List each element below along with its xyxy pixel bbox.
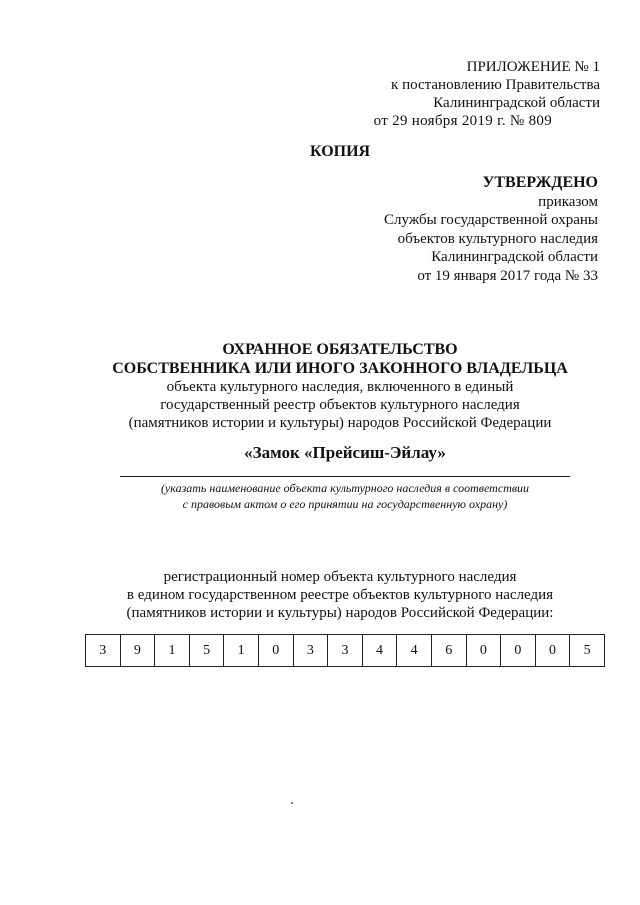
approved-line: Службы государственной охраны [384, 212, 598, 228]
registration-digit-cell: 6 [431, 635, 466, 667]
registration-digit-cell: 5 [570, 635, 605, 667]
registration-digit-cell: 3 [328, 635, 363, 667]
appendix-title: ПРИЛОЖЕНИЕ № 1 [466, 59, 600, 75]
approved-line: приказом [538, 193, 598, 210]
document-title-block [60, 340, 620, 432]
document-title-line-1: ОХРАННОЕ ОБЯЗАТЕЛЬСТВО [222, 341, 458, 358]
approved-heading: УТВЕРЖДЕНО [482, 174, 598, 191]
approved-line: от 19 января 2017 года № 33 [417, 267, 598, 284]
registration-digit-cell: 0 [501, 635, 536, 667]
registration-digit-cell: 3 [86, 635, 121, 667]
registration-number-table [85, 634, 605, 667]
registration-digit-cell: 4 [362, 635, 397, 667]
document-subtitle-line-3: (памятников истории и культуры) народов Российской Федерации [128, 415, 552, 431]
appendix-line-2: Калининградской области [433, 95, 600, 111]
appendix-line-1: к постановлению Правительства [391, 77, 600, 93]
registration-caption [60, 568, 620, 622]
registration-digit-cell: 0 [535, 635, 570, 667]
appendix-header [330, 58, 600, 130]
registration-digit-cell: 1 [224, 635, 259, 667]
registration-digit-cell: 1 [155, 635, 190, 667]
registration-digit-cell: 0 [258, 635, 293, 667]
registration-digit-cell: 9 [120, 635, 155, 667]
registration-caption-line-3: (памятников истории и культуры) народов Российской Федерации: [126, 605, 554, 621]
registration-caption-line-2: в едином государственном реестре объектов культурного наследия [126, 587, 554, 603]
scan-speck [291, 802, 293, 804]
approval-stamp-block [320, 174, 598, 285]
object-name-hint [120, 480, 570, 512]
heritage-object-name: «Замок «Прейсиш-Эйлау» [244, 443, 446, 462]
registration-number-row [86, 635, 605, 667]
registration-digit-cell: 5 [189, 635, 224, 667]
hint-line-2: с правовым актом о его принятии на государственную охрану) [182, 497, 508, 511]
copy-mark: КОПИЯ [310, 143, 371, 160]
approved-line: объектов культурного наследия [397, 230, 598, 247]
approved-line: Калининградской области [431, 249, 598, 265]
document-subtitle-line-1: объекта культурного наследия, включенного в единый [166, 379, 514, 395]
registration-digit-cell: 3 [293, 635, 328, 667]
document-subtitle-line-2: государственный реестр объектов культурного наследия [160, 397, 520, 413]
registration-digit-cell: 4 [397, 635, 432, 667]
object-name-underline [120, 476, 570, 477]
document-title-line-2: СОБСТВЕННИКА ИЛИ ИНОГО ЗАКОННОГО ВЛАДЕЛЬЦА [112, 360, 568, 377]
registration-digit-cell: 0 [466, 635, 501, 667]
appendix-date-line: от 29 ноября 2019 г. № 809 [373, 113, 552, 129]
registration-caption-line-1: регистрационный номер объекта культурного наследия [163, 569, 517, 585]
hint-line-1: (указать наименование объекта культурного наследия в соответствии [160, 481, 530, 495]
